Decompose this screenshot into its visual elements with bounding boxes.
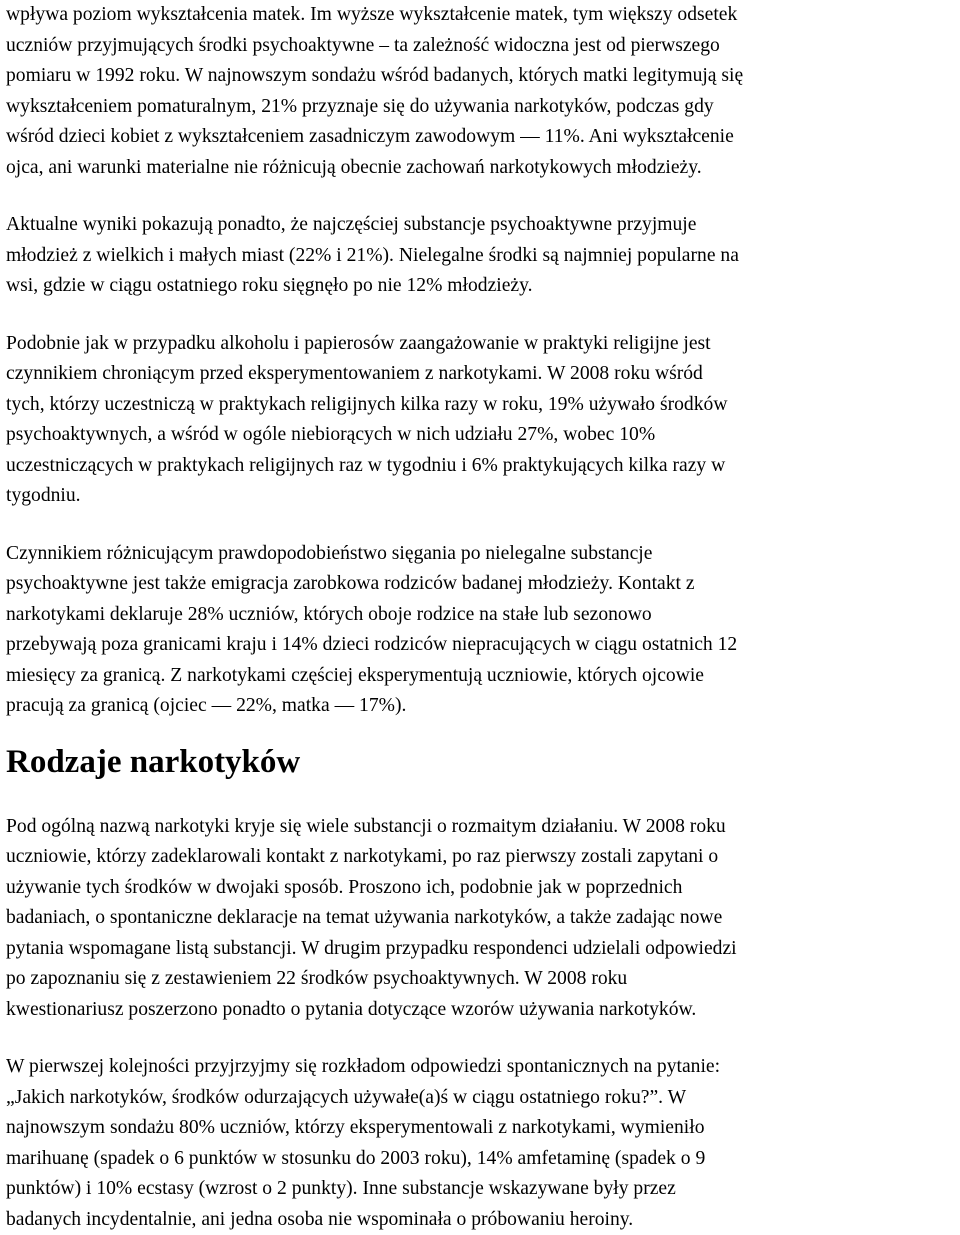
text-line: W pierwszej kolejności przyjrzyjmy się rozkładom odpowiedzi spontanicznych na pytanie:	[6, 1052, 954, 1083]
text-line: tygodniu.	[6, 481, 954, 512]
text-line: czynnikiem chroniącym przed eksperymentowaniem z narkotykami. W 2008 roku wśród	[6, 359, 954, 390]
text-line: pomiaru w 1992 roku. W najnowszym sondażu wśród badanych, których matki legitymują się	[6, 61, 954, 92]
text-line: Pod ogólną nazwą narkotyki kryje się wiele substancji o rozmaitym działaniu. W 2008 roku	[6, 812, 954, 843]
text-line: Czynnikiem różnicującym prawdopodobieństwo sięgania po nielegalne substancje	[6, 539, 954, 570]
text-line: wsi, gdzie w ciągu ostatniego roku sięgnęło po nie 12% młodzieży.	[6, 271, 954, 302]
text-line: kwestionariusz poszerzono ponadto o pytania dotyczące wzorów używania narkotyków.	[6, 995, 954, 1026]
text-line: badanych incydentalnie, ani jedna osoba nie wspominała o próbowaniu heroiny.	[6, 1205, 954, 1235]
paragraph-spacer	[6, 183, 954, 210]
paragraph-drug-types-intro	[6, 812, 954, 1026]
paragraph-spontaneous-answers	[6, 1052, 954, 1235]
paragraph-place-of-residence	[6, 210, 954, 302]
paragraph-religious-practice	[6, 329, 954, 512]
text-line: punktów) i 10% ecstasy (wzrost o 2 punkty). Inne substancje wskazywane były przez	[6, 1174, 954, 1205]
section-heading: Rodzaje narkotyków	[6, 742, 954, 782]
text-line: „Jakich narkotyków, środków odurzających używałe(a)ś w ciągu ostatniego roku?”. W	[6, 1083, 954, 1114]
text-line: młodzież z wielkich i małych miast (22% i 21%). Nielegalne środki są najmniej popularne na	[6, 241, 954, 272]
text-line: uczniów przyjmujących środki psychoaktywne – ta zależność widoczna jest od pierwszego	[6, 31, 954, 62]
text-line: uczniowie, którzy zadeklarowali kontakt z narkotykami, po raz pierwszy zostali zapytani o	[6, 842, 954, 873]
paragraph-spacer	[6, 512, 954, 539]
paragraph-spacer	[6, 302, 954, 329]
text-line: Podobnie jak w przypadku alkoholu i papierosów zaangażowanie w praktyki religijne jest	[6, 329, 954, 360]
text-line: wśród dzieci kobiet z wykształceniem zasadniczym zawodowym — 11%. Ani wykształcenie	[6, 122, 954, 153]
text-line: miesięcy za granicą. Z narkotykami częściej eksperymentują uczniowie, których ojcowie	[6, 661, 954, 692]
text-line: po zapoznaniu się z zestawieniem 22 środków psychoaktywnych. W 2008 roku	[6, 964, 954, 995]
text-line: pytania wspomagane listą substancji. W drugim przypadku respondenci udzielali odpowiedzi	[6, 934, 954, 965]
text-line: psychoaktywne jest także emigracja zarobkowa rodziców badanej młodzieży. Kontakt z	[6, 569, 954, 600]
text-line: tych, którzy uczestniczą w praktykach religijnych kilka razy w roku, 19% używało środków	[6, 390, 954, 421]
text-line: wykształceniem pomaturalnym, 21% przyznaje się do używania narkotyków, podczas gdy	[6, 92, 954, 123]
text-line: ojca, ani warunki materialne nie różnicują obecnie zachowań narkotykowych młodzieży.	[6, 153, 954, 184]
text-line: badaniach, o spontaniczne deklaracje na temat używania narkotyków, a także zadając nowe	[6, 903, 954, 934]
text-line: narkotykami deklaruje 28% uczniów, których oboje rodzice na stałe lub sezonowo	[6, 600, 954, 631]
text-line: Aktualne wyniki pokazują ponadto, że najczęściej substancje psychoaktywne przyjmuje	[6, 210, 954, 241]
text-line: psychoaktywnych, a wśród w ogóle niebiorących w nich udziału 27%, wobec 10%	[6, 420, 954, 451]
text-line: marihuanę (spadek o 6 punktów w stosunku do 2003 roku), 14% amfetaminę (spadek o 9	[6, 1144, 954, 1175]
paragraph-spacer	[6, 1025, 954, 1052]
text-line: wpływa poziom wykształcenia matek. Im wyższe wykształcenie matek, tym większy odsetek	[6, 0, 954, 31]
text-line: uczestniczących w praktykach religijnych raz w tygodniu i 6% praktykujących kilka razy w	[6, 451, 954, 482]
document-page	[6, 0, 954, 1235]
paragraph-parental-emigration	[6, 539, 954, 722]
text-line: pracują za granicą (ojciec — 22%, matka — 17%).	[6, 691, 954, 722]
paragraph-maternal-education	[6, 0, 954, 183]
text-line: najnowszym sondażu 80% uczniów, którzy eksperymentowali z narkotykami, wymieniło	[6, 1113, 954, 1144]
text-line: używanie tych środków w dwojaki sposób. Proszono ich, podobnie jak w poprzednich	[6, 873, 954, 904]
text-line: przebywają poza granicami kraju i 14% dzieci rodziców niepracujących w ciągu ostatnich 12	[6, 630, 954, 661]
